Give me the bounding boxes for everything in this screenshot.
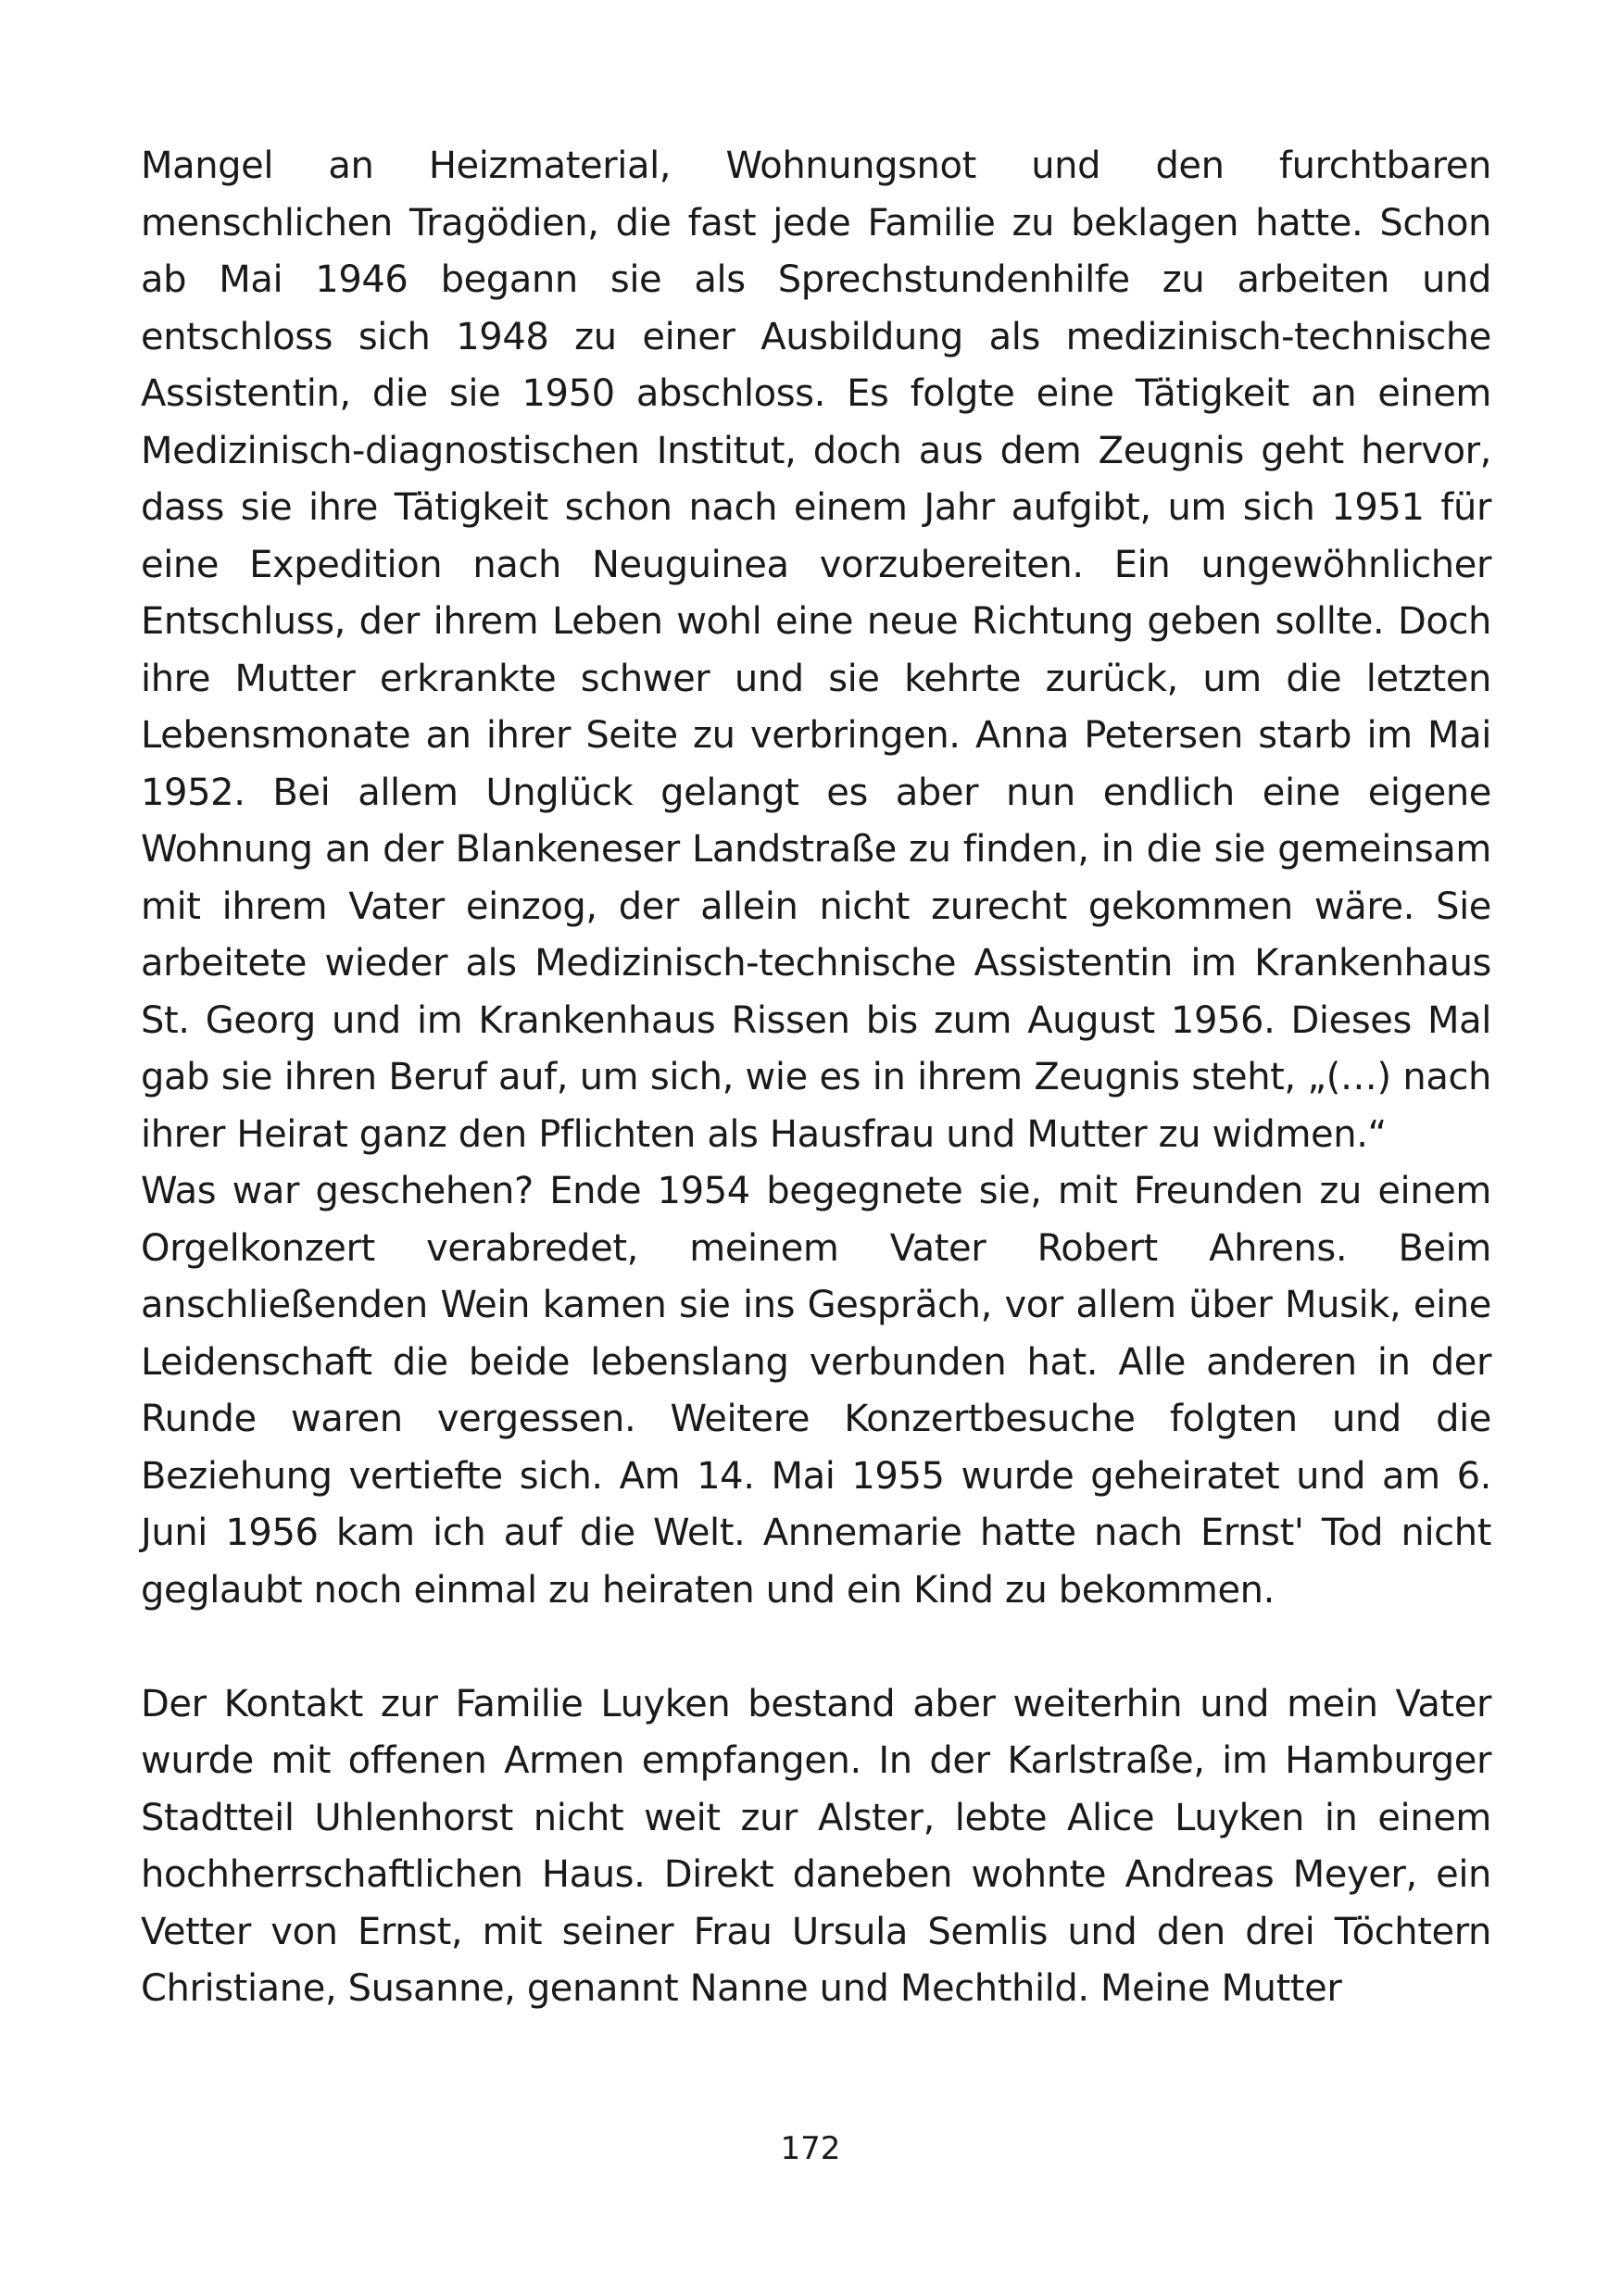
page-number: 172 bbox=[780, 2130, 841, 2167]
paragraph-3: Der Kontakt zur Familie Luyken bestand aber weiterhin und mein Vater wurde mit offenen Armen empfangen. In der Karlstraße, im Hamburger Stadtteil Uhlenhorst nicht weit zur Alster, lebte Alice Luyken in einem hochherrschaftlichen Haus. Direkt daneben wohnte Andreas Meyer, ein Vetter von Ernst, mit seiner Frau Ursula Semlis und den drei Töchtern Christiane, Susanne, genannt Nanne und Mechthild. Meine Mutter bbox=[141, 1682, 1491, 2010]
paragraph-1: Mangel an Heizmaterial, Wohnungsnot und den furchtbaren menschlichen Tragödien, die fast jede Familie zu beklagen hatte. Schon ab Mai 1946 begann sie als Sprechstundenhilfe zu arbeiten und entschloss sich 1948 zu einer Ausbildung als medizinisch-technische Assistentin, die sie 1950 abschloss. Es folgte eine Tätigkeit an einem Medizinisch-diagnostischen Institut, doch aus dem Zeugnis geht hervor, dass sie ihre Tätigkeit schon nach einem Jahr aufgibt, um sich 1951 für eine Expedition nach Neuguinea vorzubereiten. Ein ungewöhnlicher Entschluss, der ihrem Leben wohl eine neue Richtung geben sollte. Doch ihre Mutter erkrankte schwer und sie kehrte zurück, um die letzten Lebensmonate an ihrer Seite zu verbringen. Anna Petersen starb im Mai 1952. Bei allem Unglück gelangt es aber nun endlich eine eigene Wohnung an der Blankeneser Landstraße zu finden, in die sie gemeinsam mit ihrem Vater einzog, der allein nicht zurecht gekommen wäre. Sie arbeitete wieder als Medizinisch-technische Assistentin im Krankenhaus St. Georg und im Krankenhaus Rissen bis zum August 1956. Dieses Mal gab sie ihren Beruf auf, um sich, wie es in ihrem Zeugnis steht, „(…) nach ihrer Heirat ganz den Pflichten als Hausfrau und Mutter zu widmen.“ bbox=[141, 144, 1491, 1156]
page-body bbox=[141, 138, 1491, 2018]
paragraph-2: Was war geschehen? Ende 1954 begegnete sie, mit Freunden zu einem Orgelkonzert verabredet, meinem Vater Robert Ahrens. Beim anschließenden Wein kamen sie ins Gespräch, vor allem über Musik, eine Leidenschaft die beide lebenslang verbunden hat. Alle anderen in der Runde waren vergessen. Weitere Konzertbesuche folgten und die Beziehung vertiefte sich. Am 14. Mai 1955 wurde geheiratet und am 6. Juni 1956 kam ich auf die Welt. Annemarie hatte nach Ernst' Tod nicht geglaubt noch einmal zu heiraten und ein Kind zu bekommen. bbox=[141, 1170, 1491, 1612]
